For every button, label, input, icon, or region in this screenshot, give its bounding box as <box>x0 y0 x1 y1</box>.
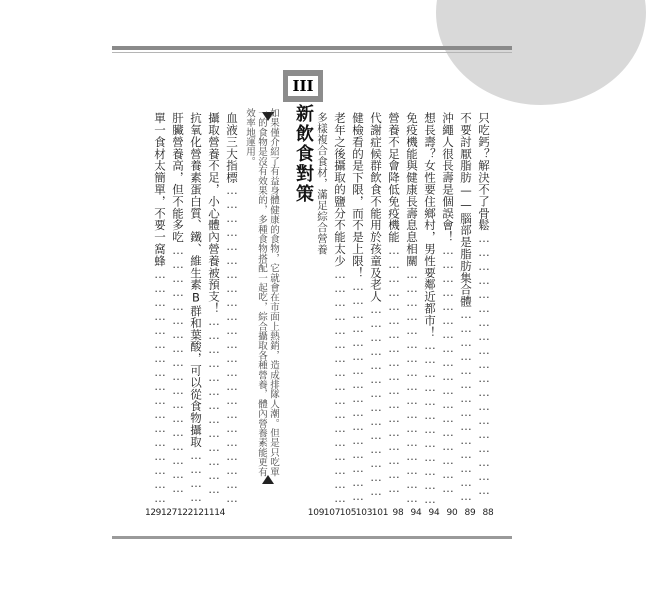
toc-entry[interactable]: 不要討厭脂肪——腦部是脂肪集合體 …………………………………………………………………… <box>459 112 473 504</box>
page-number: 109 <box>307 508 325 518</box>
page-number: 89 <box>464 508 476 518</box>
toc-entry[interactable]: 只吃鈣？解決不了骨鬆 …………………………………………………………………… <box>477 112 491 504</box>
triangle-up-icon <box>262 475 274 484</box>
page-number: 88 <box>482 508 494 518</box>
toc-entry[interactable]: 免疫機能與健康長壽息息相關 …………………………………………………………………… <box>405 112 419 504</box>
chapter-title: 新飲食對策 <box>293 104 314 204</box>
toc-entry[interactable]: 單一食材太簡單，不要一窩蜂 …………………………………………………………………… <box>153 112 167 504</box>
toc-entry[interactable]: 血液三大指標 …………………………………………………………………… <box>225 112 239 504</box>
toc-entry[interactable]: 健檢看的是下限，而不是上限！ …………………………………………………………………… <box>351 112 365 504</box>
top-rule <box>112 46 512 50</box>
page-number: 94 <box>428 508 440 518</box>
page-numbers-left: 129127122121114 <box>145 508 225 518</box>
page-number: 105 <box>339 508 357 518</box>
toc-entry[interactable]: 沖繩人很長壽是個誤會！ …………………………………………………………………… <box>441 112 455 504</box>
page-number: 107 <box>323 508 341 518</box>
chapter-badge: III <box>283 70 323 102</box>
page-number: 98 <box>392 508 404 518</box>
toc-entry[interactable]: 抗氧化營養素蛋白質、鐵、維生素B群和葉酸，可以從食物攝取 …………………………………………………………………… <box>189 112 203 504</box>
toc-entry[interactable]: 代謝症候群飲食不能用於孩童及老人 …………………………………………………………………… <box>369 112 383 504</box>
top-rule-thin <box>112 52 512 53</box>
toc-entry[interactable]: 老年之後攝取的鹽分不能太少 …………………………………………………………………… <box>333 112 347 504</box>
page-number: 103 <box>355 508 373 518</box>
toc-entry[interactable]: 攝取營養不足，小心體內營養被預支！ …………………………………………………………………… <box>207 112 221 504</box>
page-number: 94 <box>410 508 422 518</box>
toc-entry[interactable]: 營養不足會降低免疫機能 …………………………………………………………………… <box>387 112 401 504</box>
page-number: 101 <box>371 508 389 518</box>
chapter-subtitle: 多樣複合食材，滿足綜合營養 <box>316 112 328 255</box>
page-number: 90 <box>446 508 458 518</box>
bottom-rule <box>112 536 512 539</box>
toc-entry[interactable]: 想長壽？女性要住鄉村，男性要鄰近都市！ …………………………………………………………………… <box>423 112 437 504</box>
toc-entry[interactable]: 肝臟營養高，但不能多吃 …………………………………………………………………… <box>171 112 185 504</box>
chapter-intro: 如果僅介紹了有益身體健康的食物，它就會在市面上熱銷，造成排隊人潮。但是只吃單一的食物是沒有效果的，多種食物搭配一起吃，綜合攝取各種營養，體內營養素能更有效率地運用。 <box>244 108 279 477</box>
